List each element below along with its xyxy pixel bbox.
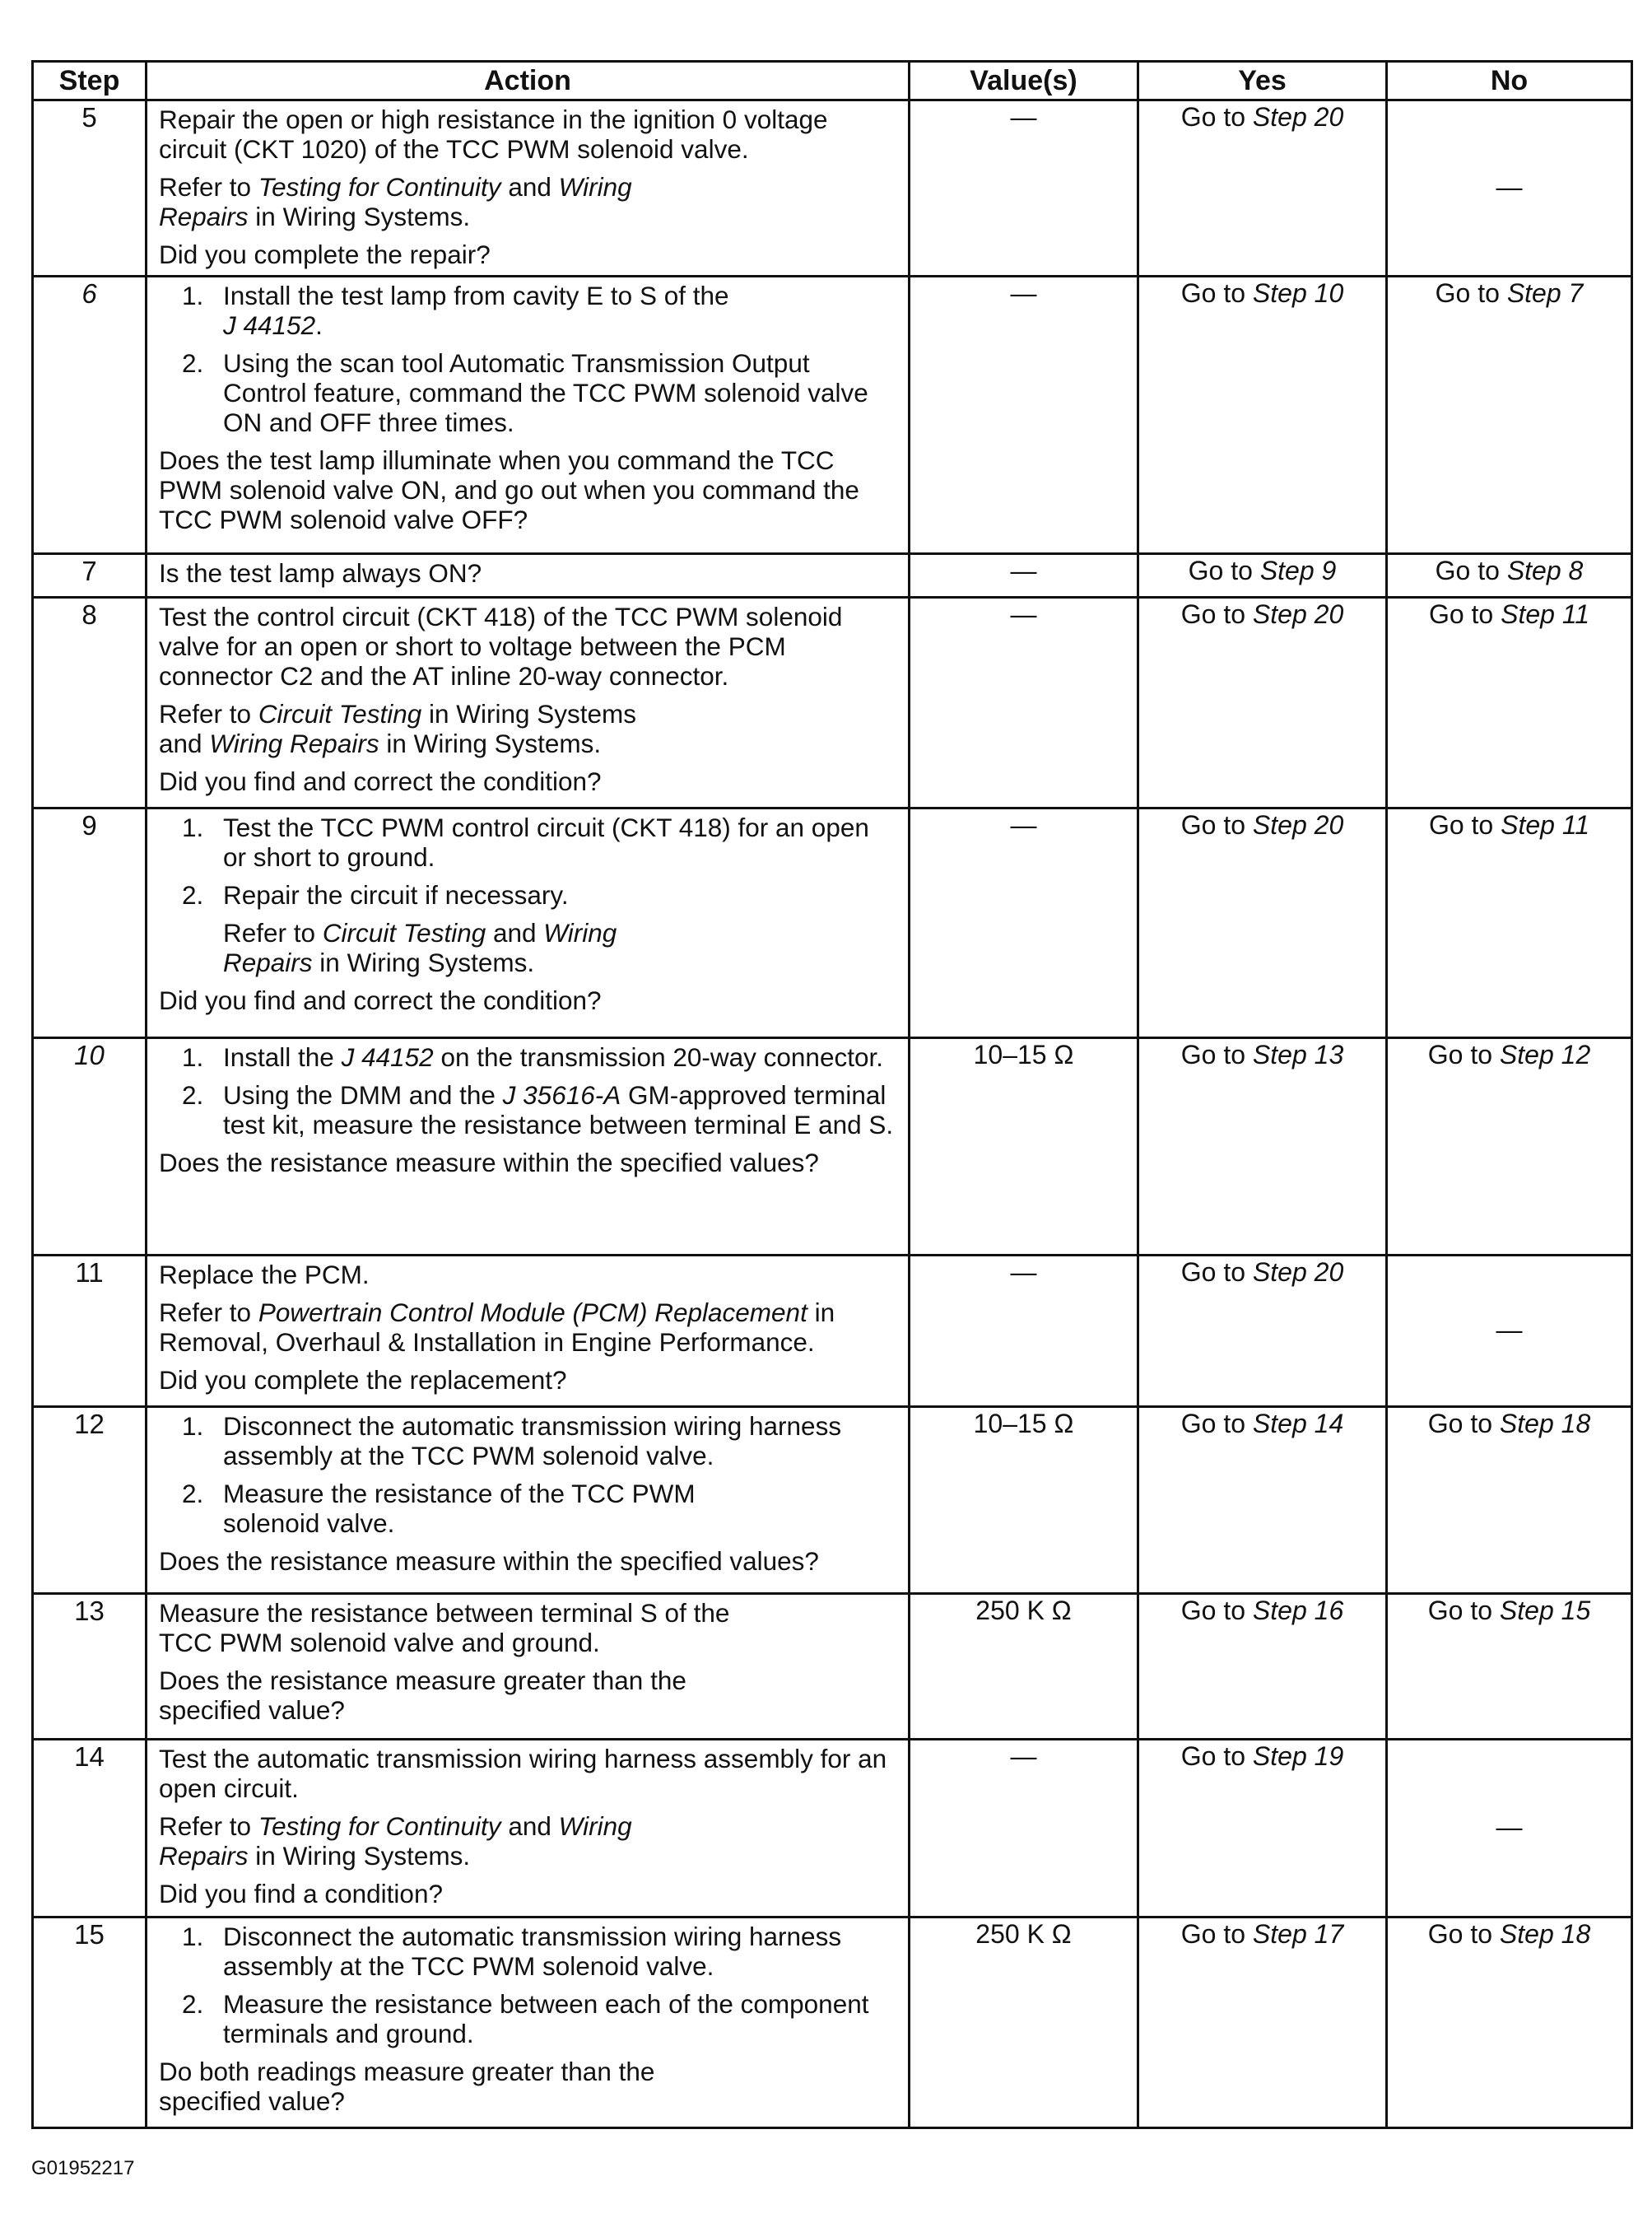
action-text: Repair the open or high resistance in the ignition 0 voltage circuit (CKT 1020) of the TCC PWM solenoid valve. — [159, 105, 828, 164]
reference-text: Repairs — [159, 1841, 249, 1871]
sub-instruction — [159, 918, 896, 977]
no-step-link[interactable]: Step 11 — [1501, 810, 1590, 840]
step-number: 12 — [33, 1407, 147, 1594]
action-text: Does the resistance measure within the specified values? — [159, 1546, 819, 1576]
action-text: Does the test lamp illuminate when you command the TCC PWM solenoid valve ON, and go out when you command the TCC PWM solenoid valve OFF? — [159, 445, 859, 534]
action-text: Did you find a condition? — [159, 1879, 443, 1908]
no-cell — [1387, 598, 1632, 808]
no-cell — [1387, 1917, 1632, 2128]
action-cell — [147, 100, 910, 277]
action-paragraph — [159, 105, 896, 164]
action-text: Test the control circuit (CKT 418) of the TCC PWM solenoid valve for an open or short to voltage between the PCM connector C2 and the AT inline 20-way connector. — [159, 602, 843, 691]
table-row — [33, 808, 1632, 1038]
yes-step-link[interactable]: Step 16 — [1252, 1596, 1344, 1625]
procedure-list-item — [159, 880, 896, 910]
no-cell — [1387, 808, 1632, 1038]
list-number: 2. — [182, 1989, 204, 2019]
action-text: Refer to — [159, 1811, 258, 1841]
no-goto-text: Go to — [1428, 810, 1501, 840]
action-text: Is the test lamp always ON? — [159, 558, 482, 588]
yes-cell — [1138, 598, 1387, 808]
no-goto-text: Go to — [1435, 556, 1507, 585]
reference-text: J 44152 — [341, 1042, 434, 1072]
header-no: No — [1387, 62, 1632, 100]
procedure-list-item — [159, 281, 896, 340]
yes-cell — [1138, 1740, 1387, 1917]
step-number: 11 — [33, 1256, 147, 1407]
step-number: 15 — [33, 1917, 147, 2128]
step-number: 5 — [33, 100, 147, 277]
action-cell — [147, 598, 910, 808]
reference-text: Circuit Testing — [322, 918, 486, 948]
action-text: Did you complete the repair? — [159, 240, 491, 269]
action-text: Did you find and correct the condition? — [159, 986, 602, 1015]
action-text: Refer to — [159, 1298, 258, 1327]
reference-text: Circuit Testing — [258, 699, 422, 729]
value-cell: 10–15 Ω — [910, 1038, 1138, 1256]
action-text: Refer to — [223, 918, 323, 948]
reference-text: Wiring — [543, 918, 617, 948]
list-item-body — [223, 1922, 841, 1981]
action-cell — [147, 554, 910, 598]
action-cell — [147, 1594, 910, 1740]
value-cell: 250 K Ω — [910, 1917, 1138, 2128]
no-cell — [1387, 1740, 1632, 1917]
table-row — [33, 554, 1632, 598]
action-paragraph — [159, 2057, 896, 2116]
yes-goto-text: Go to — [1180, 599, 1253, 629]
table-row — [33, 1594, 1632, 1740]
yes-goto-text: Go to — [1180, 810, 1253, 840]
no-step-link[interactable]: Step 8 — [1506, 556, 1584, 585]
table-row — [33, 100, 1632, 277]
procedure-list-item — [159, 348, 896, 437]
action-paragraph — [159, 1148, 896, 1177]
action-text: . — [315, 310, 323, 340]
no-goto-text: Go to — [1427, 1919, 1500, 1949]
no-step-link[interactable]: Step 18 — [1499, 1409, 1591, 1438]
action-text: Measure the resistance between terminal S of the — [159, 1598, 730, 1628]
action-paragraph — [159, 699, 896, 758]
procedure-list-item — [159, 813, 896, 872]
action-cell — [147, 808, 910, 1038]
value-cell: — — [910, 808, 1138, 1038]
value-cell: 10–15 Ω — [910, 1407, 1138, 1594]
diagnostic-table — [31, 60, 1633, 2129]
action-text: in Wiring Systems. — [312, 948, 535, 977]
no-goto-text: Go to — [1427, 1596, 1500, 1625]
list-number: 2. — [182, 880, 204, 910]
yes-goto-text: Go to — [1180, 102, 1253, 132]
list-number: 1. — [182, 281, 204, 310]
no-cell — [1387, 277, 1632, 554]
reference-text: Repairs — [159, 202, 249, 231]
yes-cell — [1138, 554, 1387, 598]
yes-goto-text: Go to — [1188, 556, 1260, 585]
step-number: 6 — [33, 277, 147, 554]
yes-goto-text: Go to — [1180, 1040, 1253, 1069]
table-body — [33, 100, 1632, 2128]
procedure-list-item — [159, 1479, 896, 1538]
reference-text: Testing for Continuity — [258, 1811, 501, 1841]
yes-cell — [1138, 277, 1387, 554]
yes-step-link[interactable]: Step 13 — [1252, 1040, 1344, 1069]
action-text: Did you find and correct the condition? — [159, 767, 602, 796]
list-number: 1. — [182, 1042, 204, 1072]
yes-cell — [1138, 100, 1387, 277]
action-cell — [147, 277, 910, 554]
step-number: 7 — [33, 554, 147, 598]
action-text: Replace the PCM. — [159, 1260, 370, 1289]
action-text: in Wiring Systems. — [379, 729, 602, 758]
yes-goto-text: Go to — [1180, 1741, 1253, 1771]
yes-step-link[interactable]: Step 17 — [1252, 1919, 1344, 1949]
action-text: TCC PWM solenoid valve and ground. — [159, 1628, 600, 1657]
reference-text: Wiring Repairs — [209, 729, 379, 758]
list-number: 2. — [182, 1479, 204, 1508]
action-paragraph — [159, 1666, 896, 1725]
header-action: Action — [147, 62, 910, 100]
action-text: Did you complete the replacement? — [159, 1365, 567, 1395]
action-paragraph — [159, 767, 896, 796]
procedure-list-item — [159, 1989, 896, 2048]
action-text: Using the DMM and the — [223, 1080, 503, 1110]
value-cell: — — [910, 554, 1138, 598]
action-text: in Wiring Systems. — [248, 1841, 471, 1871]
value-cell: — — [910, 1256, 1138, 1407]
action-text: GM-approved terminal test kit, measure the resistance between terminal E and S. — [223, 1080, 894, 1139]
not-applicable-dash: — — [1496, 1314, 1523, 1344]
not-applicable-dash: — — [1496, 1811, 1523, 1842]
action-text: Does the resistance measure greater than the — [159, 1666, 686, 1695]
no-step-link[interactable]: Step 18 — [1499, 1919, 1591, 1949]
no-cell — [1387, 1594, 1632, 1740]
yes-step-link[interactable]: Step 20 — [1252, 810, 1344, 840]
list-number: 2. — [182, 348, 204, 378]
action-paragraph — [159, 445, 896, 534]
yes-goto-text: Go to — [1180, 1409, 1253, 1438]
action-text: Disconnect the automatic transmission wiring harness assembly at the TCC PWM solenoid valve. — [223, 1922, 842, 1981]
figure-id: G01952217 — [31, 2157, 135, 2179]
list-item-body — [223, 1042, 883, 1072]
list-number: 1. — [182, 1922, 204, 1951]
header-step: Step — [33, 62, 147, 100]
no-goto-text: Go to — [1427, 1040, 1500, 1069]
action-paragraph — [159, 1811, 896, 1871]
no-step-link[interactable]: Step 15 — [1499, 1596, 1591, 1625]
list-item-body — [223, 1411, 841, 1470]
action-paragraph — [159, 1598, 896, 1657]
table-row — [33, 1038, 1632, 1256]
yes-cell — [1138, 808, 1387, 1038]
no-goto-text: Go to — [1427, 1409, 1500, 1438]
action-paragraph — [159, 1365, 896, 1395]
list-item-body — [223, 281, 729, 340]
list-item-body — [223, 813, 869, 872]
action-text: Test the TCC PWM control circuit (CKT 418) for an open or short to ground. — [223, 813, 869, 872]
yes-step-link[interactable]: Step 14 — [1252, 1409, 1344, 1438]
reference-text: Wiring — [558, 1811, 632, 1841]
yes-step-link[interactable]: Step 9 — [1259, 556, 1337, 585]
yes-step-link[interactable]: Step 19 — [1252, 1741, 1344, 1771]
action-text: Refer to — [159, 172, 258, 202]
action-text: Using the scan tool Automatic Transmission Output Control feature, command the TCC PWM solenoid valve ON and OFF three times. — [223, 348, 868, 437]
step-number: 8 — [33, 598, 147, 808]
yes-goto-text: Go to — [1180, 278, 1253, 308]
action-text: Measure the resistance between each of the component terminals and ground. — [223, 1989, 869, 2048]
action-text: in Removal, Overhaul & Installation in Engine Performance. — [159, 1298, 835, 1357]
action-text: solenoid valve. — [223, 1508, 395, 1538]
table-row — [33, 277, 1632, 554]
action-paragraph — [159, 558, 896, 588]
no-goto-text: Go to — [1428, 599, 1501, 629]
value-cell: 250 K Ω — [910, 1594, 1138, 1740]
action-text: Disconnect the automatic transmission wiring harness assembly at the TCC PWM solenoid valve. — [223, 1411, 842, 1470]
action-cell — [147, 1917, 910, 2128]
yes-cell — [1138, 1407, 1387, 1594]
action-cell — [147, 1740, 910, 1917]
yes-goto-text: Go to — [1180, 1596, 1253, 1625]
action-text: Test the automatic transmission wiring harness assembly for an open circuit. — [159, 1744, 887, 1803]
yes-cell — [1138, 1594, 1387, 1740]
yes-step-link[interactable]: Step 20 — [1252, 102, 1344, 132]
step-number: 9 — [33, 808, 147, 1038]
step-number: 10 — [33, 1038, 147, 1256]
action-text: Refer to — [159, 699, 258, 729]
list-item-body — [223, 1989, 869, 2048]
action-cell — [147, 1256, 910, 1407]
yes-cell — [1138, 1256, 1387, 1407]
step-number: 13 — [33, 1594, 147, 1740]
list-number: 1. — [182, 813, 204, 842]
step-number: 14 — [33, 1740, 147, 1917]
action-text: Measure the resistance of the TCC PWM — [223, 1479, 696, 1508]
list-item-body — [223, 1479, 696, 1538]
reference-text: Repairs — [223, 948, 313, 977]
no-step-link[interactable]: Step 11 — [1501, 599, 1590, 629]
not-applicable-dash: — — [1496, 171, 1523, 202]
reference-text: Powertrain Control Module (PCM) Replacement — [258, 1298, 807, 1327]
list-item-body — [223, 1080, 893, 1139]
list-number: 2. — [182, 1080, 204, 1110]
procedure-list-item — [159, 1042, 896, 1072]
no-cell — [1387, 1038, 1632, 1256]
table-row — [33, 598, 1632, 808]
action-text: Do both readings measure greater than the — [159, 2057, 655, 2086]
action-cell — [147, 1038, 910, 1256]
action-paragraph — [159, 1744, 896, 1803]
action-text: on the transmission 20-way connector. — [433, 1042, 883, 1072]
yes-goto-text: Go to — [1180, 1919, 1253, 1949]
table-header-row — [33, 62, 1632, 100]
yes-step-link[interactable]: Step 10 — [1252, 278, 1344, 308]
reference-text: Testing for Continuity — [258, 172, 501, 202]
value-cell: — — [910, 277, 1138, 554]
reference-text: Wiring — [558, 172, 632, 202]
action-paragraph — [159, 1260, 896, 1289]
action-text: Repair the circuit if necessary. — [223, 880, 569, 910]
value-cell: — — [910, 1740, 1138, 1917]
no-cell — [1387, 1256, 1632, 1407]
action-text: Install the — [223, 1042, 342, 1072]
table-row — [33, 1917, 1632, 2128]
no-step-link[interactable]: Step 7 — [1506, 278, 1584, 308]
value-cell: — — [910, 598, 1138, 808]
header-yes: Yes — [1138, 62, 1387, 100]
no-cell — [1387, 100, 1632, 277]
yes-step-link[interactable]: Step 20 — [1252, 599, 1344, 629]
list-item-body — [223, 348, 868, 437]
action-text: in Wiring Systems — [421, 699, 637, 729]
action-text: specified value? — [159, 1695, 345, 1725]
procedure-list-item — [159, 1922, 896, 1981]
action-paragraph — [159, 240, 896, 269]
yes-goto-text: Go to — [1180, 1257, 1253, 1287]
yes-cell — [1138, 1917, 1387, 2128]
action-paragraph — [159, 1546, 896, 1576]
no-cell — [1387, 554, 1632, 598]
procedure-list-item — [159, 1411, 896, 1470]
action-text: and — [159, 729, 210, 758]
list-item-body — [223, 880, 569, 910]
action-text: in Wiring Systems. — [248, 202, 471, 231]
header-values: Value(s) — [910, 62, 1138, 100]
table-row — [33, 1256, 1632, 1407]
procedure-list-item — [159, 1080, 896, 1139]
no-goto-text: Go to — [1435, 278, 1507, 308]
reference-text: J 35616-A — [502, 1080, 621, 1110]
action-paragraph — [159, 1879, 896, 1908]
action-paragraph — [159, 172, 896, 231]
table-row — [33, 1407, 1632, 1594]
action-text: and — [500, 172, 559, 202]
yes-step-link[interactable]: Step 20 — [1252, 1257, 1344, 1287]
no-cell — [1387, 1407, 1632, 1594]
action-text: and — [486, 918, 544, 948]
no-step-link[interactable]: Step 12 — [1499, 1040, 1591, 1069]
table-row — [33, 1740, 1632, 1917]
action-text: and — [500, 1811, 559, 1841]
action-text: Does the resistance measure within the specified values? — [159, 1148, 819, 1177]
action-paragraph — [159, 602, 896, 691]
action-paragraph — [159, 1298, 896, 1357]
action-text: Install the test lamp from cavity E to S of the — [223, 281, 729, 310]
action-text: specified value? — [159, 2086, 345, 2116]
yes-cell — [1138, 1038, 1387, 1256]
action-paragraph — [159, 986, 896, 1015]
value-cell: — — [910, 100, 1138, 277]
list-number: 1. — [182, 1411, 204, 1441]
reference-text: J 44152 — [223, 310, 316, 340]
action-cell — [147, 1407, 910, 1594]
